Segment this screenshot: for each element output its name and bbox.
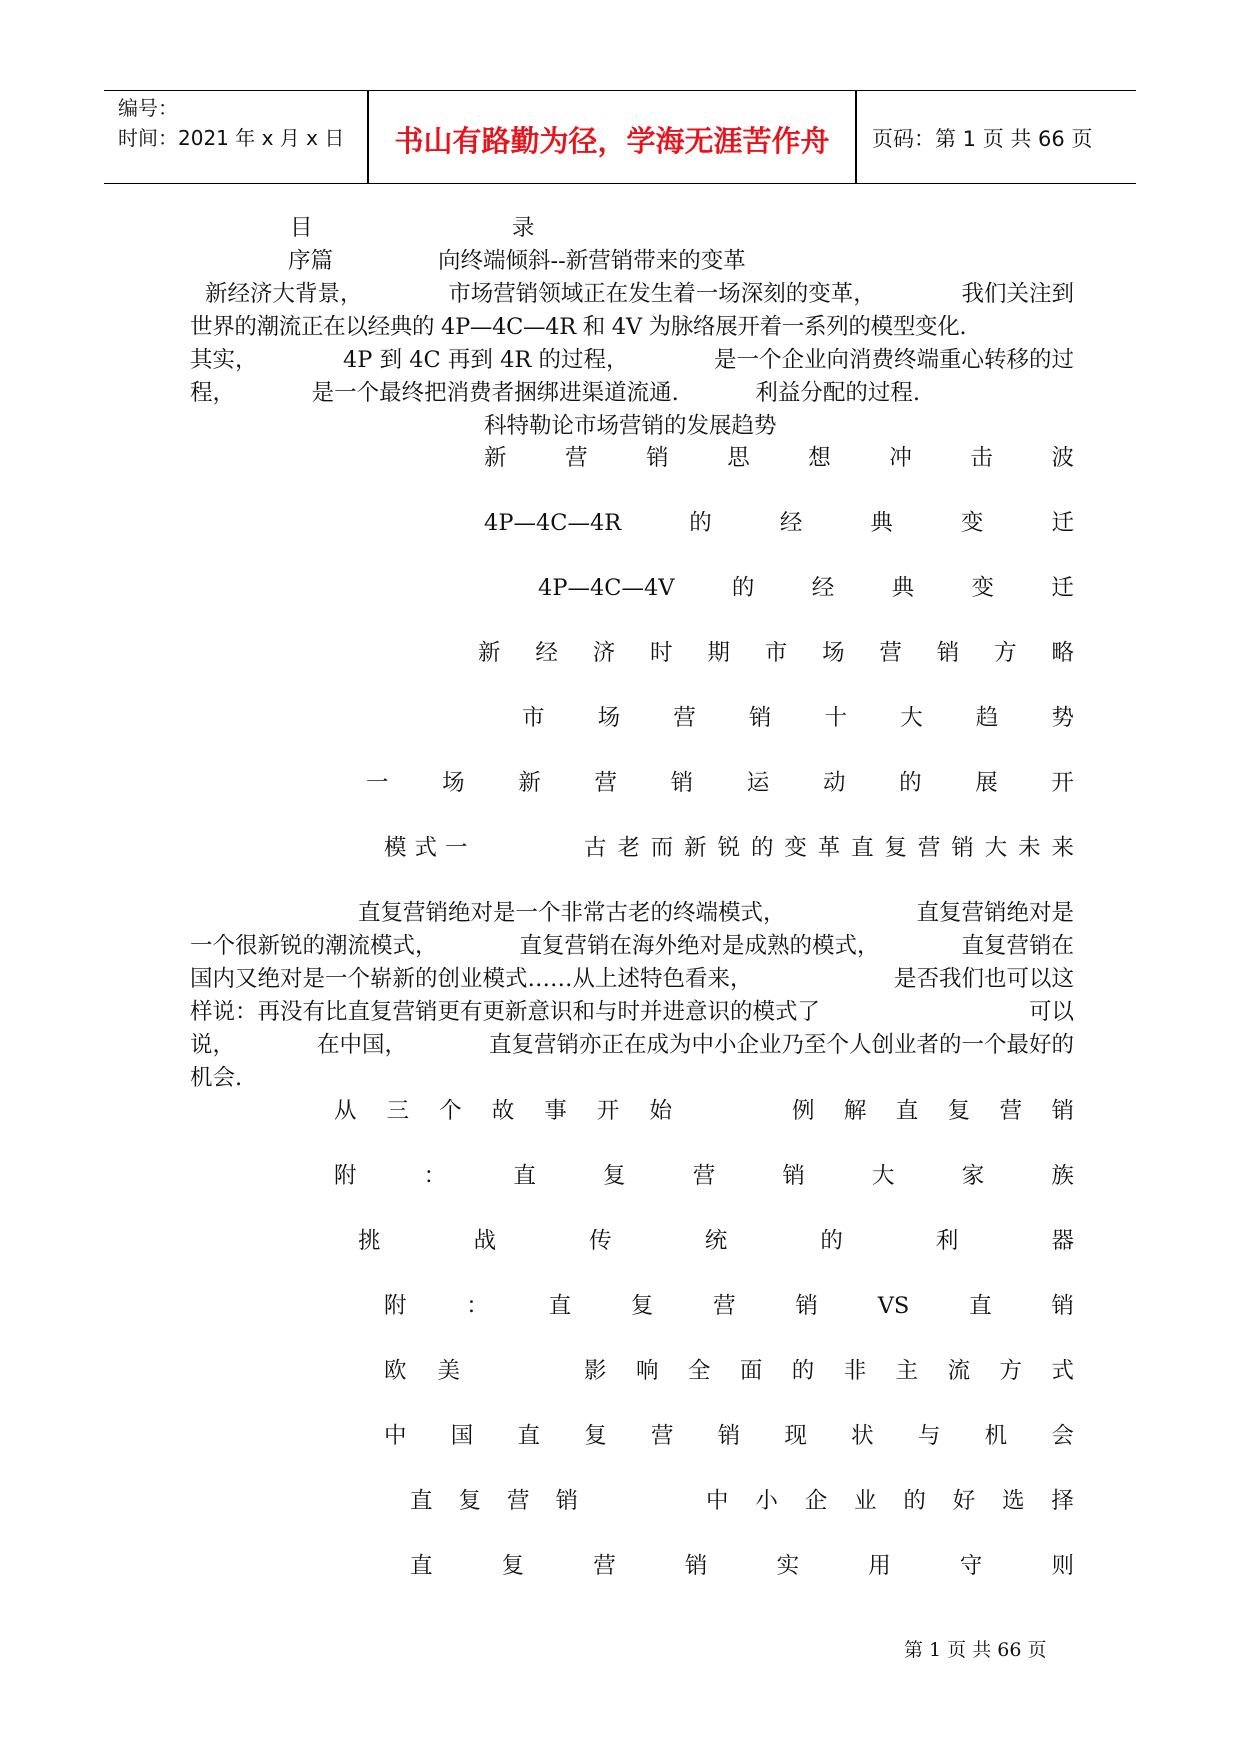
char: VS (877, 1293, 910, 1319)
char: 销 (795, 1293, 818, 1319)
char: 式 (1051, 1358, 1074, 1384)
char: 的 (899, 770, 922, 796)
time-label: 时间：2021 年 x 月 x 日 (118, 126, 345, 150)
char: 复 (603, 1163, 626, 1189)
char: 的 (731, 575, 755, 601)
char: 直 (851, 835, 874, 861)
toc-entry (384, 1355, 460, 1387)
char: 经 (535, 640, 558, 666)
paragraph-line: 机会. (190, 1065, 243, 1091)
char: 古 (584, 835, 607, 861)
char: 来 (1051, 835, 1074, 861)
char: 面 (739, 1358, 763, 1384)
text-segment: 直复营销亦正在成为中小企业乃至个人创业者的一个最好的 (488, 1032, 1074, 1058)
char: 运 (746, 770, 770, 796)
toc-entry (538, 572, 1074, 604)
number-label: 编号： (118, 96, 178, 120)
char: 复 (884, 835, 908, 861)
char: 复 (630, 1293, 654, 1319)
char: 的 (750, 835, 774, 861)
char: 状 (851, 1423, 874, 1449)
text-segment: 是一个最终把消费者捆绑进渠道流通. (311, 380, 679, 406)
char: 想 (808, 445, 831, 471)
char: 典 (870, 510, 893, 536)
char: 销 (936, 640, 960, 666)
toc-entry (792, 1095, 1074, 1127)
toc-title-a: 目 (290, 215, 313, 241)
char: 小 (755, 1488, 778, 1514)
char: 中 (384, 1423, 407, 1449)
mode-title (584, 832, 1074, 864)
toc-entry (706, 1485, 1074, 1517)
char: 典 (891, 575, 915, 601)
char: 十 (824, 705, 848, 731)
char: 故 (491, 1098, 515, 1124)
char: 新 (684, 835, 707, 861)
char: 挑 (358, 1228, 381, 1254)
char: 例 (792, 1098, 815, 1124)
char: 影 (584, 1358, 607, 1384)
mode-label: 模式一 (384, 835, 476, 861)
char: 销 (684, 1553, 708, 1579)
char: 营 (650, 1423, 674, 1449)
char: 变 (960, 510, 984, 536)
text-segment: 一个很新锐的潮流模式， (190, 933, 438, 959)
char: ： (466, 1293, 489, 1319)
char: 利 (935, 1228, 959, 1254)
char: ： (423, 1163, 447, 1189)
char: 全 (687, 1358, 711, 1384)
char: 族 (1051, 1163, 1074, 1189)
paragraph-line (190, 996, 1074, 1028)
header-divider (367, 91, 369, 183)
char: 营 (565, 445, 588, 471)
char: 复 (947, 1098, 971, 1124)
char: 择 (1051, 1488, 1074, 1514)
char: 而 (650, 835, 674, 861)
char: 济 (592, 640, 616, 666)
char: 会 (1051, 1423, 1074, 1449)
char: 从 (334, 1098, 357, 1124)
char: 复 (501, 1553, 525, 1579)
char: 业 (854, 1488, 877, 1514)
text-segment: 我们关注到 (961, 281, 1074, 307)
char: 4P—4C—4R (484, 510, 622, 536)
char: 复 (584, 1423, 607, 1449)
char: 迁 (1051, 510, 1074, 536)
paragraph-line (190, 377, 920, 409)
char: 的 (689, 510, 712, 536)
char: 直 (895, 1098, 919, 1124)
char: 附 (334, 1163, 357, 1189)
char: 期 (707, 640, 730, 666)
text-segment: 样说：再没有比直复营销更有更新意识和与时并进意识的模式了 (190, 999, 821, 1025)
char: 美 (437, 1358, 460, 1384)
char: 变 (784, 835, 807, 861)
char: 革 (817, 835, 841, 861)
toc-entry (358, 1225, 1074, 1257)
char: 势 (1051, 705, 1074, 731)
char: 营 (879, 640, 902, 666)
char: 流 (947, 1358, 971, 1384)
toc-entry-kotler: 科特勒论市场营销的发展趋势 (484, 413, 777, 439)
char: 一 (366, 770, 389, 796)
text-segment: 直复营销在 (961, 933, 1074, 959)
char: 方 (994, 640, 1017, 666)
char: 新 (518, 770, 541, 796)
page-code: 页码：第 1 页 共 66 页 (872, 127, 1093, 151)
motto: 书山有路勤为径，学海无涯苦作舟 (394, 124, 830, 158)
char: 大 (900, 705, 923, 731)
char: 实 (776, 1553, 800, 1579)
char: 销 (555, 1488, 578, 1514)
paragraph-line (205, 278, 1074, 310)
char: 经 (811, 575, 835, 601)
char: 的 (791, 1358, 815, 1384)
text-segment: 国内又绝对是一个崭新的创业模式……从上述特色看来， (190, 966, 753, 992)
preface-title: 向终端倾斜--新营销带来的变革 (438, 248, 746, 274)
char: 直 (410, 1488, 433, 1514)
char: 直 (513, 1163, 536, 1189)
char: 营 (999, 1098, 1023, 1124)
toc-title-b: 录 (512, 215, 535, 241)
paragraph-line (190, 963, 1074, 995)
char: 非 (843, 1358, 867, 1384)
paragraph-line (190, 1029, 1074, 1061)
char: 事 (544, 1098, 567, 1124)
text-segment: 程， (190, 380, 236, 406)
char: 销 (748, 705, 772, 731)
char: 的 (903, 1488, 926, 1514)
char: 好 (952, 1488, 976, 1514)
char: 响 (635, 1358, 659, 1384)
char: 营 (692, 1163, 716, 1189)
char: 销 (782, 1163, 805, 1189)
toc-entry (384, 1290, 1074, 1322)
char: 市 (522, 705, 545, 731)
char: 与 (917, 1423, 941, 1449)
toc-entry (484, 507, 1074, 539)
char: 老 (617, 835, 640, 861)
text-segment: 在中国， (316, 1032, 407, 1058)
char: 新 (484, 445, 507, 471)
header-divider (855, 91, 857, 183)
text-segment: 新经济大背景， (205, 281, 363, 307)
header-meta (118, 93, 344, 153)
char: 直 (969, 1293, 992, 1319)
char: 则 (1051, 1553, 1074, 1579)
toc-entry (334, 1160, 1074, 1192)
toc-entry (366, 767, 1074, 799)
toc-entry (410, 1485, 578, 1517)
text-segment: 说， (190, 1032, 236, 1058)
text-segment: 是一个企业向消费终端重心转移的过 (713, 347, 1074, 373)
char: 营 (713, 1293, 736, 1319)
toc-entry (478, 637, 1074, 669)
toc-entry (334, 1095, 672, 1127)
char: 统 (704, 1228, 728, 1254)
paragraph-line (190, 344, 1074, 376)
char: 始 (649, 1098, 672, 1124)
char: 击 (970, 445, 993, 471)
char: 新 (478, 640, 501, 666)
char: 营 (594, 770, 617, 796)
char: 直 (517, 1423, 540, 1449)
char: 营 (506, 1488, 530, 1514)
char: 时 (650, 640, 673, 666)
char: 欧 (384, 1358, 407, 1384)
char: 未 (1018, 835, 1041, 861)
char: 营 (593, 1553, 616, 1579)
preface-label: 序篇 (288, 248, 334, 274)
text-segment: 利益分配的过程. (755, 380, 920, 406)
char: 中 (706, 1488, 729, 1514)
char: 场 (597, 705, 621, 731)
char: 用 (868, 1553, 891, 1579)
char: 大 (984, 835, 1008, 861)
paragraph-line (358, 897, 1074, 929)
toc-entry (410, 1550, 1074, 1582)
char: 开 (596, 1098, 620, 1124)
char: 迁 (1051, 575, 1074, 601)
text-segment: 市场营销领域正在发生着一场深刻的变革， (448, 281, 876, 307)
char: 机 (984, 1423, 1008, 1449)
char: 营 (917, 835, 941, 861)
char: 解 (843, 1098, 867, 1124)
char: 经 (779, 510, 803, 536)
char: 动 (822, 770, 846, 796)
char: 主 (895, 1358, 919, 1384)
char: 现 (784, 1423, 807, 1449)
char: 思 (727, 445, 750, 471)
char: 场 (442, 770, 465, 796)
text-segment: 4P 到 4C 再到 4R 的过程， (342, 347, 629, 373)
text-segment: 直复营销绝对是 (916, 900, 1074, 926)
char: 销 (1051, 1293, 1074, 1319)
text-segment: 是否我们也可以这 (893, 966, 1074, 992)
char: 展 (975, 770, 998, 796)
text-segment: 直复营销绝对是一个非常古老的终端模式， (358, 900, 786, 926)
char: 场 (822, 640, 845, 666)
char: 市 (764, 640, 788, 666)
char: 方 (999, 1358, 1023, 1384)
char: 三 (386, 1098, 410, 1124)
char: 复 (458, 1488, 481, 1514)
char: 守 (959, 1553, 983, 1579)
char: 销 (670, 770, 694, 796)
toc-entry (384, 1420, 1074, 1452)
text-segment: 直复营销在海外绝对是成熟的模式， (519, 933, 880, 959)
char: 略 (1051, 640, 1074, 666)
char: 大 (872, 1163, 895, 1189)
char: 个 (439, 1098, 462, 1124)
char: 企 (804, 1488, 828, 1514)
char: 战 (473, 1228, 497, 1254)
char: 4P—4C—4V (538, 575, 675, 601)
page-footer: 第 1 页 共 66 页 (904, 1639, 1047, 1661)
char: 锐 (717, 835, 741, 861)
toc-entry (484, 442, 1074, 474)
char: 趋 (975, 705, 999, 731)
char: 家 (961, 1163, 985, 1189)
char: 的 (820, 1228, 843, 1254)
text-segment: 可以 (1028, 999, 1074, 1025)
char: 开 (1051, 770, 1074, 796)
text-segment: 其实， (190, 347, 258, 373)
char: 国 (450, 1423, 474, 1449)
char: 销 (717, 1423, 741, 1449)
paragraph-line: 世界的潮流正在以经典的 4P—4C—4R 和 4V 为脉络展开着一系列的模型变化. (190, 314, 967, 340)
char: 营 (673, 705, 696, 731)
char: 附 (384, 1293, 407, 1319)
toc-entry (522, 702, 1074, 734)
char: 波 (1051, 445, 1074, 471)
char: 器 (1051, 1228, 1074, 1254)
char: 销 (1051, 1098, 1074, 1124)
char: 冲 (889, 445, 912, 471)
paragraph-line (190, 930, 1074, 962)
page-header (104, 90, 1136, 184)
char: 销 (646, 445, 669, 471)
char: 传 (589, 1228, 612, 1254)
char: 直 (548, 1293, 572, 1319)
toc-entry (584, 1355, 1074, 1387)
char: 选 (1002, 1488, 1025, 1514)
char: 销 (951, 835, 974, 861)
char: 变 (971, 575, 995, 601)
char: 直 (410, 1553, 433, 1579)
